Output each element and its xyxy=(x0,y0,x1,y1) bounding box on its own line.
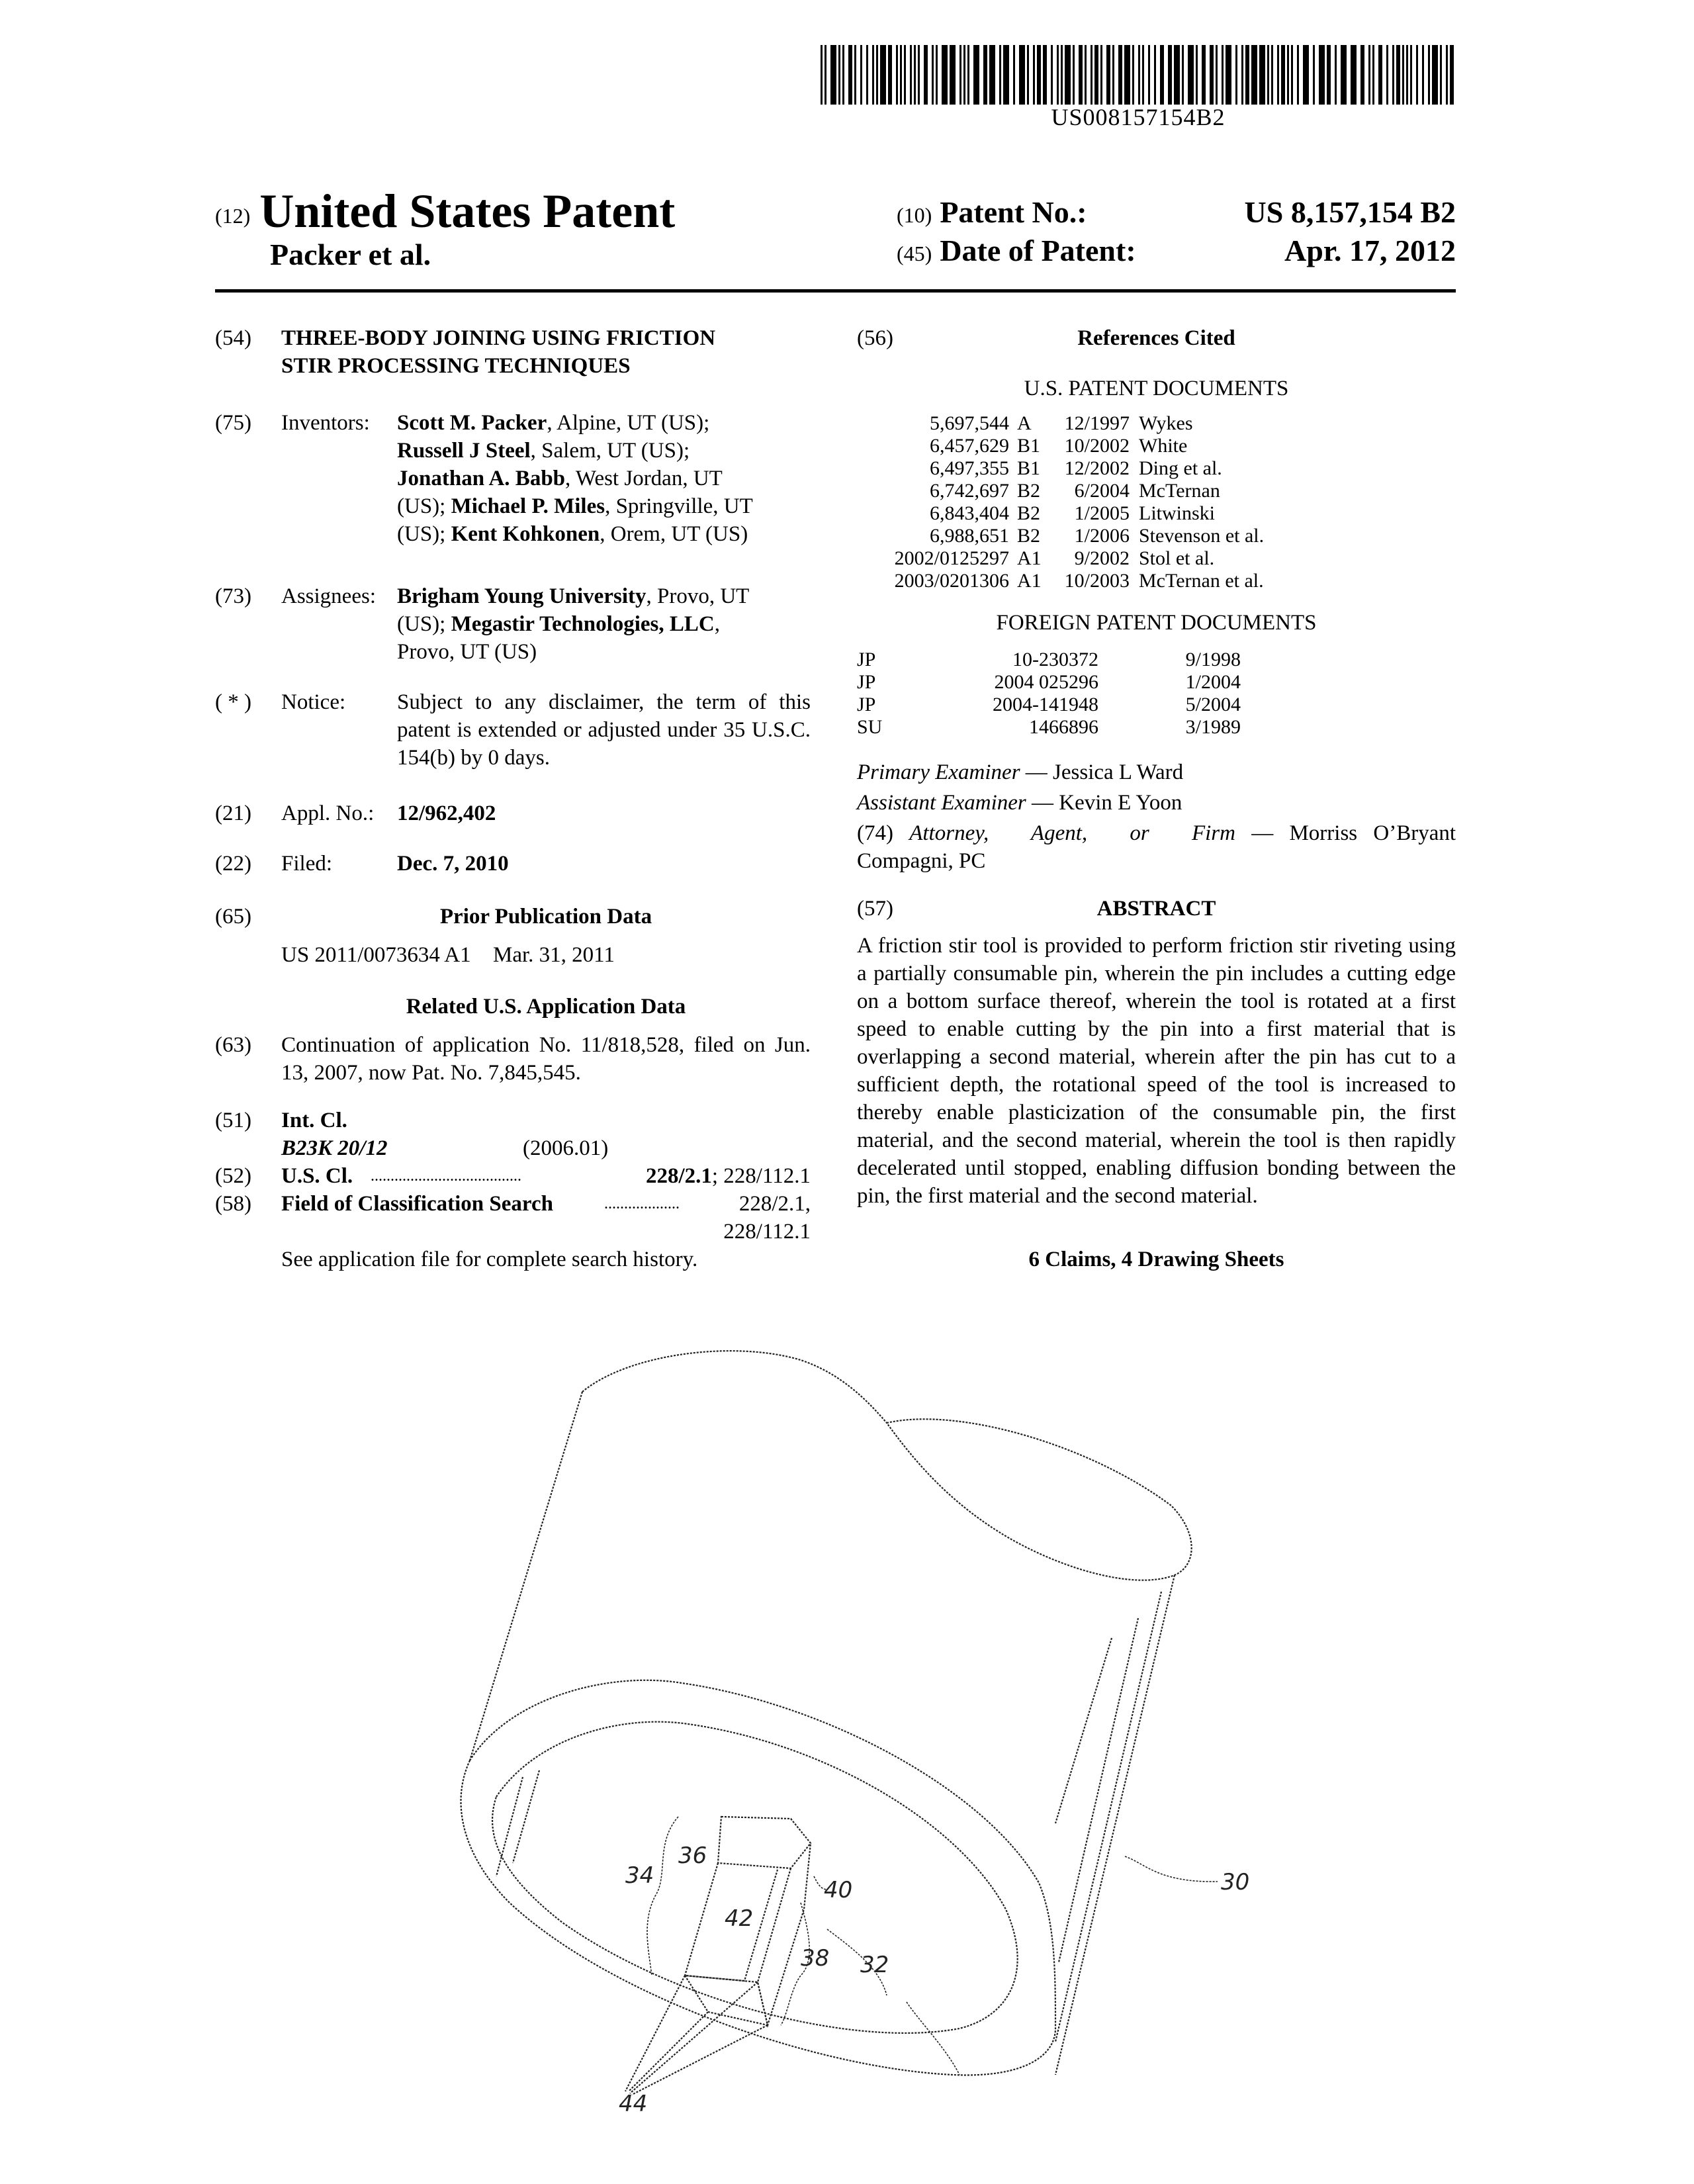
assignee-location: , Provo, UT xyxy=(646,584,750,608)
int-cl-version: (2006.01) xyxy=(523,1136,609,1160)
doc-date: 1/2004 xyxy=(1185,671,1241,693)
barcode-bar xyxy=(1174,45,1180,105)
us-patent-doc-row xyxy=(857,435,1264,457)
int-cl-label: Int. Cl. xyxy=(281,1109,347,1132)
doc-number: 2003/0201306 xyxy=(894,570,1009,592)
tool-top-edge xyxy=(582,1351,887,1423)
doc-number: 10-230372 xyxy=(1012,649,1098,670)
document-type xyxy=(215,184,675,239)
foreign-patent-doc-row xyxy=(857,649,1241,671)
doc-date: 5/2004 xyxy=(1185,694,1241,715)
barcode-bar xyxy=(1188,45,1194,105)
barcode-bar xyxy=(1440,45,1442,105)
punctuation: , xyxy=(714,612,721,636)
tool-right-side xyxy=(1055,1575,1175,2075)
barcode-bar xyxy=(1118,45,1122,105)
foreign-patent-doc-row xyxy=(857,716,1241,739)
barcode-bar xyxy=(825,45,826,105)
barcode-bar xyxy=(1051,45,1053,105)
references-code: (56) xyxy=(857,326,893,350)
barcode-bar xyxy=(999,45,1001,105)
inventor-name: Kent Kohkonen xyxy=(451,522,600,546)
barcode-bar xyxy=(1313,45,1315,105)
barcode-bar xyxy=(1019,45,1025,105)
cutting-edge xyxy=(632,2025,768,2095)
int-cl-code: (51) xyxy=(215,1109,251,1132)
barcode-bar xyxy=(888,45,892,105)
foreign-patent-docs xyxy=(857,649,1456,739)
prior-pub-code: (65) xyxy=(215,905,251,929)
doc-number: 6,843,404 xyxy=(930,502,1009,524)
us-patent-doc-row xyxy=(857,480,1264,502)
barcode-bar xyxy=(963,45,965,105)
doc-date: 3/1989 xyxy=(1185,716,1241,738)
barcode-bar xyxy=(1202,45,1206,105)
barcode-bar xyxy=(1106,45,1110,105)
barcode-bar xyxy=(1057,45,1059,105)
inventors-label: Inventors: xyxy=(281,411,370,435)
inventor-location: , Alpine, UT (US); xyxy=(547,411,710,435)
attorney-label: Attorney, Agent, or Firm xyxy=(909,821,1235,845)
barcode-bar xyxy=(1432,45,1438,105)
barcode-bar xyxy=(1450,45,1454,105)
assistant-examiner-name: Kevin E Yoon xyxy=(1059,791,1182,815)
notice-label: Notice: xyxy=(281,690,346,714)
barcode-bar xyxy=(830,45,836,105)
barcode-bar xyxy=(1100,45,1102,105)
barcode-bar xyxy=(848,45,852,105)
barcode-bar xyxy=(1396,45,1400,105)
inventor-location: , Salem, UT (US); xyxy=(530,439,690,463)
header-divider xyxy=(215,289,1456,293)
assignees-label: Assignees: xyxy=(281,584,376,608)
references-heading: References Cited xyxy=(1077,326,1235,350)
doc-inventor: Litwinski xyxy=(1139,502,1216,524)
doc-date: 6/2004 xyxy=(1074,480,1130,502)
barcode-bar xyxy=(1416,45,1418,105)
barcode-bar xyxy=(1210,45,1214,105)
barcode-bar xyxy=(1406,45,1408,105)
patent-date-code: (45) xyxy=(897,242,932,265)
barcode-bar xyxy=(1368,45,1370,105)
barcode-bar xyxy=(1065,45,1071,105)
doc-number: 6,497,355 xyxy=(930,457,1009,479)
dash: — xyxy=(1026,791,1059,815)
doc-date: 1/2006 xyxy=(1074,525,1130,547)
filed-value: Dec. 7, 2010 xyxy=(397,852,509,876)
invention-title xyxy=(281,324,811,380)
assignee-location: Provo, UT (US) xyxy=(397,640,537,664)
field-search-value: 228/112.1 xyxy=(723,1220,811,1244)
us-patent-doc-row xyxy=(857,412,1264,435)
barcode-bar xyxy=(1079,45,1083,105)
abstract-heading: ABSTRACT xyxy=(1096,897,1216,921)
barcode-bar xyxy=(1013,45,1015,105)
doc-inventor: McTernan xyxy=(1139,480,1220,502)
pin-bottom xyxy=(685,1976,768,2025)
doc-number: 1466896 xyxy=(1029,716,1098,738)
barcode-bar xyxy=(1327,45,1331,105)
barcode-bar xyxy=(1422,45,1424,105)
label-38: 38 xyxy=(801,1945,830,1972)
barcode-bar xyxy=(1303,45,1309,105)
field-search-value: 228/2.1, xyxy=(738,1192,811,1216)
barcode-bar xyxy=(1043,45,1047,105)
abstract-heading-row xyxy=(857,895,1456,923)
barcode-bar xyxy=(860,45,862,105)
doc-country: SU xyxy=(857,716,883,738)
barcode-bar xyxy=(1112,45,1114,105)
doc-inventor: Wykes xyxy=(1139,412,1193,434)
tool-shade-line xyxy=(496,1777,523,1876)
doc-date: 12/2002 xyxy=(1064,457,1130,479)
label-42: 42 xyxy=(725,1905,754,1932)
filed-code: (22) xyxy=(215,852,251,876)
barcode-bar xyxy=(1392,45,1394,105)
int-cl-class: B23K 20/12 xyxy=(281,1136,388,1160)
barcode-bar xyxy=(983,45,987,105)
barcode-bar xyxy=(1196,45,1198,105)
doc-kind: A xyxy=(1017,412,1032,434)
assignee-name: Brigham Young University xyxy=(397,584,646,608)
us-cl-dots: ...................................... xyxy=(371,1167,521,1185)
us-patent-docs-table xyxy=(857,412,1264,592)
field-search-label: Field of Classification Search xyxy=(281,1192,553,1216)
inventors-code: (75) xyxy=(215,411,251,435)
doc-country: JP xyxy=(857,694,876,715)
title-code: (54) xyxy=(215,326,251,350)
barcode-bar xyxy=(1402,45,1404,105)
us-patent-doc-row xyxy=(857,547,1264,570)
inventor-name: Jonathan A. Babb xyxy=(397,467,566,490)
barcode-bar xyxy=(1287,45,1289,105)
doc-country: JP xyxy=(857,649,876,670)
barcode-bar xyxy=(1259,45,1265,105)
barcode-bar xyxy=(1341,45,1347,105)
barcode-bar xyxy=(973,45,979,105)
foreign-patent-docs-table xyxy=(857,649,1241,739)
doc-date: 10/2002 xyxy=(1064,435,1130,457)
tool-left-side xyxy=(470,1392,582,1760)
barcode-bar xyxy=(1335,45,1337,105)
barcode-bar xyxy=(942,45,948,105)
tool-right-highlight xyxy=(1059,1618,1138,1962)
notice-text: Subject to any disclaimer, the term of this patent is extended or adjusted under 35 U.S.C. 154(b) by 0 days. xyxy=(397,690,811,770)
barcode-bar xyxy=(1446,45,1448,105)
doc-number: 2002/0125297 xyxy=(894,547,1009,569)
barcode-bar xyxy=(1271,45,1273,105)
label-44: 44 xyxy=(619,2091,648,2117)
foreign-patent-doc-row xyxy=(857,694,1241,716)
tool-shade-line xyxy=(1055,1638,1112,1823)
barcode-bar xyxy=(914,45,916,105)
barcode-bar xyxy=(1216,45,1218,105)
pin-right-face xyxy=(758,1843,811,2025)
us-patent-doc-row xyxy=(857,457,1264,480)
assistant-examiner xyxy=(857,789,1456,817)
pin-top-face xyxy=(718,1817,811,1868)
abstract-text: A friction stir tool is provided to perform friction stir riveting using a partially consumable pin, wherein the pin includes a cutting edge on a bottom surface thereof, wherein the tool is rotated at a first speed to enable cutting by the pin into a first material that is overlapping a second material, wherein after the pin has cut to a sufficient depth, the rotational speed of the tool is increased to thereby enable plasticization of the consumable pin, the first material, and the second material, wherein the tool is then rapidly decelerated until stopped, enabling diffusion bonding between the pin, the first material and the second material. xyxy=(857,934,1456,1208)
barcode-bar xyxy=(1277,45,1279,105)
pin xyxy=(625,1817,811,2095)
inventor-name: Michael P. Miles xyxy=(451,494,605,518)
label-30: 30 xyxy=(1221,1869,1250,1895)
doc-kind: B2 xyxy=(1017,502,1041,524)
barcode-bar xyxy=(1027,45,1029,105)
us-patent-doc-row xyxy=(857,525,1264,547)
barcode-bar xyxy=(1003,45,1009,105)
barcode-bar xyxy=(1182,45,1184,105)
barcode-bar xyxy=(821,45,823,105)
appl-no-value: 12/962,402 xyxy=(397,801,496,825)
tool-top-face xyxy=(887,1419,1192,1580)
notice-code: ( * ) xyxy=(215,690,251,714)
inventor-location: , West Jordan, UT xyxy=(565,467,723,490)
doc-kind: B1 xyxy=(1017,435,1041,457)
doc-date: 1/2005 xyxy=(1074,502,1130,524)
assistant-examiner-label: Assistant Examiner xyxy=(857,791,1026,815)
related-text: Continuation of application No. 11/818,528, filed on Jun. 13, 2007, now Pat. No. 7,845,545. xyxy=(281,1033,811,1085)
barcode-bar xyxy=(1428,45,1430,105)
assignees-code: (73) xyxy=(215,584,251,608)
doc-date: 10/2003 xyxy=(1064,570,1130,592)
inventor-name: Russell J Steel xyxy=(397,439,531,463)
assignee-location: (US); xyxy=(397,612,451,636)
barcode-bar xyxy=(900,45,902,105)
us-cl-secondary: ; 228/112.1 xyxy=(711,1164,811,1188)
reference-numerals xyxy=(619,1843,1249,2117)
tool-right-highlight xyxy=(1055,1592,1161,2042)
barcode-bar xyxy=(1148,45,1150,105)
patent-number-code: (10) xyxy=(897,203,932,227)
doc-inventor: Stol et al. xyxy=(1139,547,1215,569)
doc-inventor: White xyxy=(1139,435,1188,457)
doc-number: 6,988,651 xyxy=(930,525,1009,547)
title-line: THREE-BODY JOINING USING FRICTION xyxy=(281,326,716,350)
barcode-bar xyxy=(1138,45,1140,105)
primary-examiner xyxy=(857,758,1456,786)
cutting-edge xyxy=(625,1976,685,2091)
label-32: 32 xyxy=(860,1952,889,1978)
barcode-bar xyxy=(932,45,934,105)
doc-kind: B1 xyxy=(1017,457,1041,479)
barcode-bar xyxy=(1386,45,1388,105)
cutting-edge xyxy=(629,2012,708,2091)
filed-label: Filed: xyxy=(281,852,333,876)
barcode-bar xyxy=(1251,45,1257,105)
barcode-bar xyxy=(1281,45,1285,105)
attorney-code: (74) xyxy=(857,821,893,845)
doc-number: 5,697,544 xyxy=(930,412,1009,434)
primary-examiner-label: Primary Examiner xyxy=(857,760,1020,784)
doc-kind: B2 xyxy=(1017,480,1041,502)
barcode-bar xyxy=(866,45,868,105)
leader-32b xyxy=(907,2002,959,2075)
appl-no-code: (21) xyxy=(215,801,251,825)
barcode-bar xyxy=(1235,45,1237,105)
barcode-bar xyxy=(1154,45,1156,105)
doc-inventor: Ding et al. xyxy=(1139,457,1222,479)
patent-date-label: Date of Patent: xyxy=(940,234,1136,267)
foreign-patent-doc-row xyxy=(857,671,1241,694)
document-type-code: (12) xyxy=(215,204,251,228)
references-heading-row xyxy=(857,324,1456,352)
leader-30 xyxy=(1125,1856,1218,1882)
barcode-bar xyxy=(1132,45,1134,105)
barcode-bar xyxy=(876,45,878,105)
barcode-bar xyxy=(1351,45,1357,105)
field-search-note: See application file for complete search history. xyxy=(281,1248,698,1271)
barcode-bar xyxy=(1222,45,1224,105)
tool-bottom-rim-outer-top xyxy=(470,1680,1055,2028)
primary-examiner-name: Jessica L Ward xyxy=(1053,760,1184,784)
dash: — xyxy=(1020,760,1053,784)
barcode-bar xyxy=(1094,45,1098,105)
barcode-bar xyxy=(1168,45,1172,105)
title-line: STIR PROCESSING TECHNIQUES xyxy=(281,354,631,378)
barcode-bar xyxy=(880,45,886,105)
doc-number: 6,457,629 xyxy=(930,435,1009,457)
inventor-location: (US); xyxy=(397,522,451,546)
dash: — xyxy=(1235,821,1290,845)
inventor-name: Scott M. Packer xyxy=(397,411,547,435)
barcode-bar xyxy=(1291,45,1293,105)
claims-summary: 6 Claims, 4 Drawing Sheets xyxy=(1028,1248,1284,1271)
tool-shade-line xyxy=(513,1770,539,1863)
barcode-bar xyxy=(1085,45,1087,105)
prior-pub-number: US 2011/0073634 A1 xyxy=(281,943,471,967)
barcode xyxy=(821,45,1456,105)
doc-number: 2004-141948 xyxy=(993,694,1098,715)
field-search-code: (58) xyxy=(215,1192,251,1216)
attorney-name: Morriss O’Bryant Compagni, PC xyxy=(857,821,1456,873)
us-patent-docs-heading: U.S. PATENT DOCUMENTS xyxy=(1024,377,1289,400)
barcode-bar xyxy=(1297,45,1299,105)
barcode-bar xyxy=(918,45,920,105)
patent-number-label: Patent No.: xyxy=(940,195,1087,229)
barcode-bar xyxy=(1124,45,1130,105)
doc-date: 9/1998 xyxy=(1185,649,1241,670)
patent-drawing xyxy=(457,1314,1330,2117)
tool-bottom-rim-outer xyxy=(461,1760,1056,2075)
barcode-bar xyxy=(910,45,912,105)
barcode-bar xyxy=(872,45,874,105)
barcode-bar xyxy=(959,45,961,105)
patent-date-row xyxy=(897,233,1456,268)
barcode-bar xyxy=(1410,45,1412,105)
related-code: (63) xyxy=(215,1033,251,1057)
doc-country: JP xyxy=(857,671,876,693)
barcode-bar xyxy=(1073,45,1075,105)
barcode-bar xyxy=(950,45,956,105)
barcode-bar xyxy=(1033,45,1035,105)
barcode-bar xyxy=(924,45,928,105)
doc-inventor: McTernan et al. xyxy=(1139,570,1264,592)
barcode-bar xyxy=(1226,45,1231,105)
barcode-bar xyxy=(854,45,856,105)
barcode-bar xyxy=(1241,45,1243,105)
leader-lines xyxy=(647,1817,1218,2075)
cutting-edge xyxy=(630,1982,758,2093)
barcode-bar xyxy=(1378,45,1382,105)
prior-pub-heading: Prior Publication Data xyxy=(439,905,652,929)
barcode-bar xyxy=(1267,45,1269,105)
assignee-name: Megastir Technologies, LLC xyxy=(451,612,715,636)
doc-kind: B2 xyxy=(1017,525,1041,547)
barcode-bar xyxy=(1160,45,1164,105)
barcode-bar xyxy=(842,45,844,105)
inventor-location: , Springville, UT xyxy=(605,494,753,518)
barcode-bar xyxy=(1091,45,1092,105)
inventor-location: , Orem, UT (US) xyxy=(600,522,748,546)
label-40: 40 xyxy=(824,1877,853,1903)
label-34: 34 xyxy=(625,1862,654,1889)
barcode-bar xyxy=(1142,45,1144,105)
label-36: 36 xyxy=(678,1843,707,1869)
header-inventors: Packer et al. xyxy=(270,238,431,271)
leader-34 xyxy=(647,1817,678,1976)
doc-number: 6,742,697 xyxy=(930,480,1009,502)
doc-date: 12/1997 xyxy=(1064,412,1130,434)
field-search-dots: ................... xyxy=(604,1195,680,1212)
doc-kind: A1 xyxy=(1017,570,1042,592)
prior-pub-date: Mar. 31, 2011 xyxy=(493,943,615,967)
us-patent-doc-row xyxy=(857,502,1264,525)
us-cl-primary: 228/2.1 xyxy=(645,1164,712,1188)
doc-kind: A1 xyxy=(1017,547,1042,569)
patent-number: US 8,157,154 B2 xyxy=(1244,195,1456,229)
doc-inventor: Stevenson et al. xyxy=(1139,525,1265,547)
foreign-patent-docs-heading: FOREIGN PATENT DOCUMENTS xyxy=(996,611,1317,635)
inventor-location: (US); xyxy=(397,494,451,518)
patent-number-row xyxy=(897,195,1456,230)
barcode-bar xyxy=(989,45,995,105)
barcode-number: US008157154B2 xyxy=(1051,104,1226,130)
barcode-bar xyxy=(838,45,840,105)
related-heading: Related U.S. Application Data xyxy=(406,995,686,1019)
barcode-bar xyxy=(936,45,938,105)
barcode-bar xyxy=(1061,45,1063,105)
us-patent-docs xyxy=(857,412,1456,592)
tool-bottom-rim-inner xyxy=(492,1722,1018,2033)
barcode-bar xyxy=(1037,45,1041,105)
barcode-bar xyxy=(896,45,898,105)
inventors-list xyxy=(397,409,811,548)
us-patent-doc-row xyxy=(857,570,1264,592)
us-cl-code: (52) xyxy=(215,1164,251,1188)
barcode-bar xyxy=(1372,45,1374,105)
assignees-list xyxy=(397,582,811,666)
abstract-code: (57) xyxy=(857,897,893,921)
patent-date: Apr. 17, 2012 xyxy=(1284,234,1456,267)
barcode-bar xyxy=(904,45,906,105)
attorney xyxy=(857,819,1456,875)
doc-number: 2004 025296 xyxy=(994,671,1098,693)
barcode-bar xyxy=(1360,45,1364,105)
barcode-bar xyxy=(967,45,969,105)
barcode-bar xyxy=(1319,45,1325,105)
us-cl-label: U.S. Cl. xyxy=(281,1164,353,1188)
document-type-title: United States Patent xyxy=(259,185,676,238)
doc-date: 9/2002 xyxy=(1074,547,1130,569)
appl-no-label: Appl. No.: xyxy=(281,801,375,825)
barcode-bar xyxy=(1245,45,1249,105)
